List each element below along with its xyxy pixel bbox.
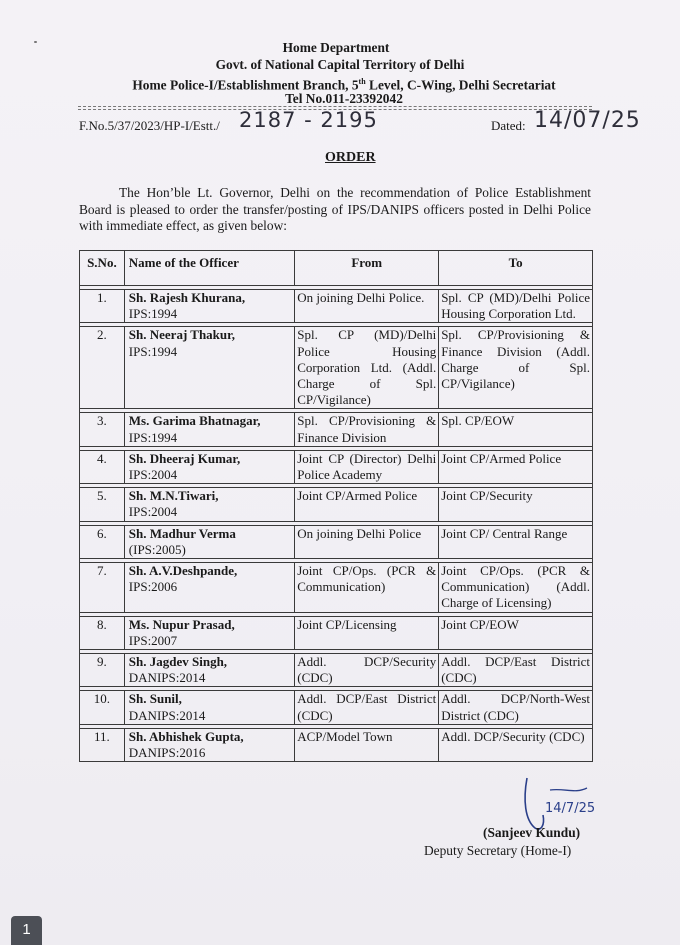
officer-name: Sh. A.V.Deshpande, (128, 563, 238, 579)
cell-officer (124, 327, 294, 409)
cell-sno: 5. (80, 488, 125, 521)
cell-officer (124, 654, 294, 687)
cell-sno: 2. (80, 327, 125, 409)
officer-service: IPS:2004 (128, 467, 178, 483)
cell-sno: 4. (80, 450, 125, 483)
cell-sno: 7. (80, 563, 125, 613)
government-heading: Govt. of National Capital Territory of Delhi (215, 57, 465, 72)
cell-to: Spl. CP (MD)/Delhi Police Housing Corporation Ltd. (439, 290, 593, 323)
cell-sno: 11. (80, 728, 125, 761)
cell-officer (124, 450, 294, 483)
header-from: From (295, 251, 439, 286)
table-header-row (80, 251, 593, 286)
officer-service: IPS:2007 (128, 632, 178, 648)
file-number: F.No.5/37/2023/HP-I/Estt./ (79, 118, 220, 133)
date-label: Dated: (491, 118, 526, 133)
table-row (80, 290, 593, 323)
officer-name: Sh. Jagdev Singh, (128, 654, 228, 670)
officer-name: Sh. Rajesh Khurana, (128, 290, 246, 305)
cell-officer (124, 691, 294, 724)
cell-from: Joint CP (Director) Delhi Police Academy (295, 450, 439, 483)
cell-sno: 6. (80, 525, 125, 558)
cell-from: On joining Delhi Police (295, 525, 439, 558)
table-row (80, 654, 593, 687)
table-row (80, 616, 593, 649)
cell-to: Joint CP/Armed Police (439, 450, 593, 483)
signature-date: 14/7/25 (545, 801, 596, 816)
cell-from: Joint CP/Ops. (PCR & Communication) (295, 563, 439, 613)
table-row (80, 691, 593, 724)
order-body-text: The Hon’ble Lt. Governor, Delhi on the recommendation of Police Establishment Board is pleased to order the transfer/posting of IPS/DANIPS officers posted in Delhi Police with immediate effect, as given below: (79, 185, 591, 233)
header-officer-name: Name of the Officer (124, 251, 294, 286)
officer-service: DANIPS:2014 (128, 670, 206, 686)
cell-from: Joint CP/Licensing (295, 616, 439, 649)
officer-service: DANIPS:2016 (128, 745, 206, 761)
handwritten-date: 14/07/25 (534, 108, 641, 133)
cell-from: Spl. CP (MD)/Delhi Police Housing Corporation Ltd. (Addl. Charge of Spl. CP/Vigilance) (295, 327, 439, 409)
table-row (80, 488, 593, 521)
officer-service: IPS:2006 (128, 579, 178, 595)
cell-sno: 10. (80, 691, 125, 724)
officer-service: IPS:1994 (128, 343, 178, 359)
cell-officer (124, 563, 294, 613)
cell-to: Joint CP/Ops. (PCR & Communication) (Addl. Charge of Licensing) (439, 563, 593, 613)
cell-sno: 3. (80, 413, 125, 446)
officer-name: Ms. Garima Bhatnagar, (128, 413, 261, 429)
cell-to: Joint CP/EOW (439, 616, 593, 649)
table-row (80, 327, 593, 409)
officer-name: Sh. Sunil, (128, 691, 182, 707)
officer-name: Sh. M.N.Tiwari, (128, 488, 219, 504)
telephone-heading: Tel No.011-23392042 (285, 91, 403, 106)
table-row (80, 525, 593, 558)
transfer-table (79, 250, 593, 762)
table-row (80, 728, 593, 761)
cell-to: Spl. CP/Provisioning & Finance Division (Addl. Charge of Spl. CP/Vigilance) (439, 327, 593, 409)
page-number-badge[interactable]: 1 (11, 916, 42, 945)
cell-to: Addl. DCP/Security (CDC) (439, 728, 593, 761)
header-to: To (439, 251, 593, 286)
branch-heading: Home Police-I/Establishment Branch, 5th Level, C-Wing, Delhi Secretariat (132, 77, 556, 93)
cell-from: Joint CP/Armed Police (295, 488, 439, 521)
header-divider (78, 106, 592, 107)
cell-officer (124, 413, 294, 446)
officer-service: DANIPS:2014 (128, 707, 206, 723)
signatory-designation: Deputy Secretary (Home-I) (424, 843, 572, 858)
officer-name: Sh. Madhur Verma (128, 525, 236, 541)
officer-service: IPS:2004 (128, 504, 178, 520)
cell-to: Addl. DCP/East District (CDC) (439, 654, 593, 687)
cell-to: Joint CP/ Central Range (439, 525, 593, 558)
cell-from: Addl. DCP/Security (CDC) (295, 654, 439, 687)
table-row (80, 563, 593, 613)
officer-name: Sh. Dheeraj Kumar, (128, 450, 241, 466)
cell-sno: 9. (80, 654, 125, 687)
cell-sno: 1. (80, 290, 125, 323)
cell-from: Spl. CP/Provisioning & Finance Division (295, 413, 439, 446)
cell-officer (124, 290, 294, 323)
cell-to: Addl. DCP/North-West District (CDC) (439, 691, 593, 724)
officer-service: IPS:1994 (128, 429, 178, 445)
cell-from: ACP/Model Town (295, 728, 439, 761)
cell-officer (124, 616, 294, 649)
officer-name: Ms. Nupur Prasad, (128, 616, 235, 632)
handwritten-dispatch-number: 2187 - 2195 (239, 108, 378, 132)
header-sno: S.No. (80, 251, 125, 286)
officer-name: Sh. Neeraj Thakur, (128, 327, 235, 343)
cell-from: On joining Delhi Police. (295, 290, 439, 323)
cell-to: Joint CP/Security (439, 488, 593, 521)
table-row (80, 450, 593, 483)
cell-to: Spl. CP/EOW (439, 413, 593, 446)
cell-from: Addl. DCP/East District (CDC) (295, 691, 439, 724)
officer-name: Sh. Abhishek Gupta, (128, 728, 244, 744)
officer-service: IPS:1994 (128, 306, 178, 322)
order-title: ORDER (325, 150, 376, 165)
officer-service: (IPS:2005) (128, 541, 186, 557)
table-row (80, 413, 593, 446)
cell-officer (124, 488, 294, 521)
cell-sno: 8. (80, 616, 125, 649)
signatory-name: (Sanjeev Kundu) (483, 825, 581, 840)
department-heading: Home Department (282, 40, 390, 55)
cell-officer (124, 728, 294, 761)
cell-officer (124, 525, 294, 558)
